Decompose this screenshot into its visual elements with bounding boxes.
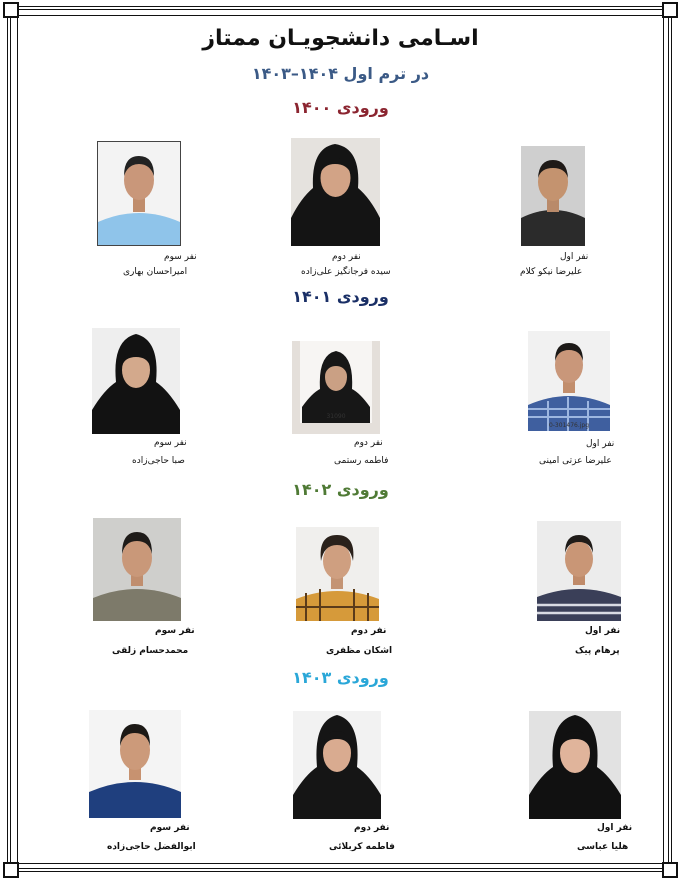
student-photo (293, 711, 381, 819)
student-rank: نفر دوم (354, 438, 383, 448)
student-name: سیده فرجانگیز علی‌زاده (301, 267, 391, 277)
student-name: پرهام پیک (575, 646, 620, 656)
section-heading-1400: ورودی ۱۴۰۰ (292, 98, 389, 117)
student-photo (537, 521, 621, 621)
student-name: علیرضا عزتی امینی (539, 456, 612, 466)
student-name: اشکان مظفری (326, 646, 393, 656)
page-subtitle: در ترم اول ۱۴۰۴–۱۴۰۳ (251, 64, 430, 83)
border-corner-top-left (3, 2, 19, 18)
border-corner-top-right (662, 2, 678, 18)
border-corner-bottom-left (3, 862, 19, 878)
student-photo (521, 146, 585, 246)
student-rank: نفر دوم (332, 252, 361, 262)
student-rank: نفر دوم (354, 823, 390, 833)
student-photo (529, 711, 621, 819)
student-name: امیراحسان بهاری (123, 267, 188, 277)
student-rank: نفر اول (560, 252, 589, 262)
section-heading-1402: ورودی ۱۴۰۲ (292, 480, 389, 499)
student-rank: نفر دوم (351, 626, 387, 636)
student-rank: نفر سوم (150, 823, 190, 833)
student-photo (292, 341, 380, 434)
student-name: محمدحسام زلقی (112, 646, 189, 656)
photo-caption: 31090 (326, 413, 346, 420)
student-name: صبا حاجی‌زاده (132, 456, 185, 466)
student-photo (97, 141, 181, 246)
section-heading-1401: ورودی ۱۴۰۱ (292, 287, 389, 306)
student-name: فاطمه رستمی (334, 456, 389, 466)
student-name: فاطمه کربلائی (329, 842, 395, 852)
student-name: ابوالفضل حاجی‌زاده (107, 842, 196, 852)
student-name: هلیا عباسی (577, 842, 629, 852)
student-rank: نفر سوم (164, 252, 197, 262)
student-photo (291, 138, 380, 246)
student-photo (528, 331, 610, 431)
student-name: علیرضا نیکو کلام (520, 267, 583, 277)
student-rank: نفر سوم (155, 626, 195, 636)
student-rank: نفر اول (597, 823, 633, 833)
student-rank: نفر اول (585, 626, 621, 636)
border-corner-bottom-right (662, 862, 678, 878)
student-photo (93, 518, 181, 621)
student-photo (296, 527, 379, 621)
page-title: اسـامی دانشجویـان ممتاز (202, 26, 479, 51)
photo-caption: 0-301476.jpg (548, 422, 590, 429)
student-rank: نفر اول (586, 439, 615, 449)
section-heading-1403: ورودی ۱۴۰۳ (292, 668, 389, 687)
student-photo (92, 328, 180, 434)
student-rank: نفر سوم (154, 438, 187, 448)
student-photo (89, 710, 181, 818)
